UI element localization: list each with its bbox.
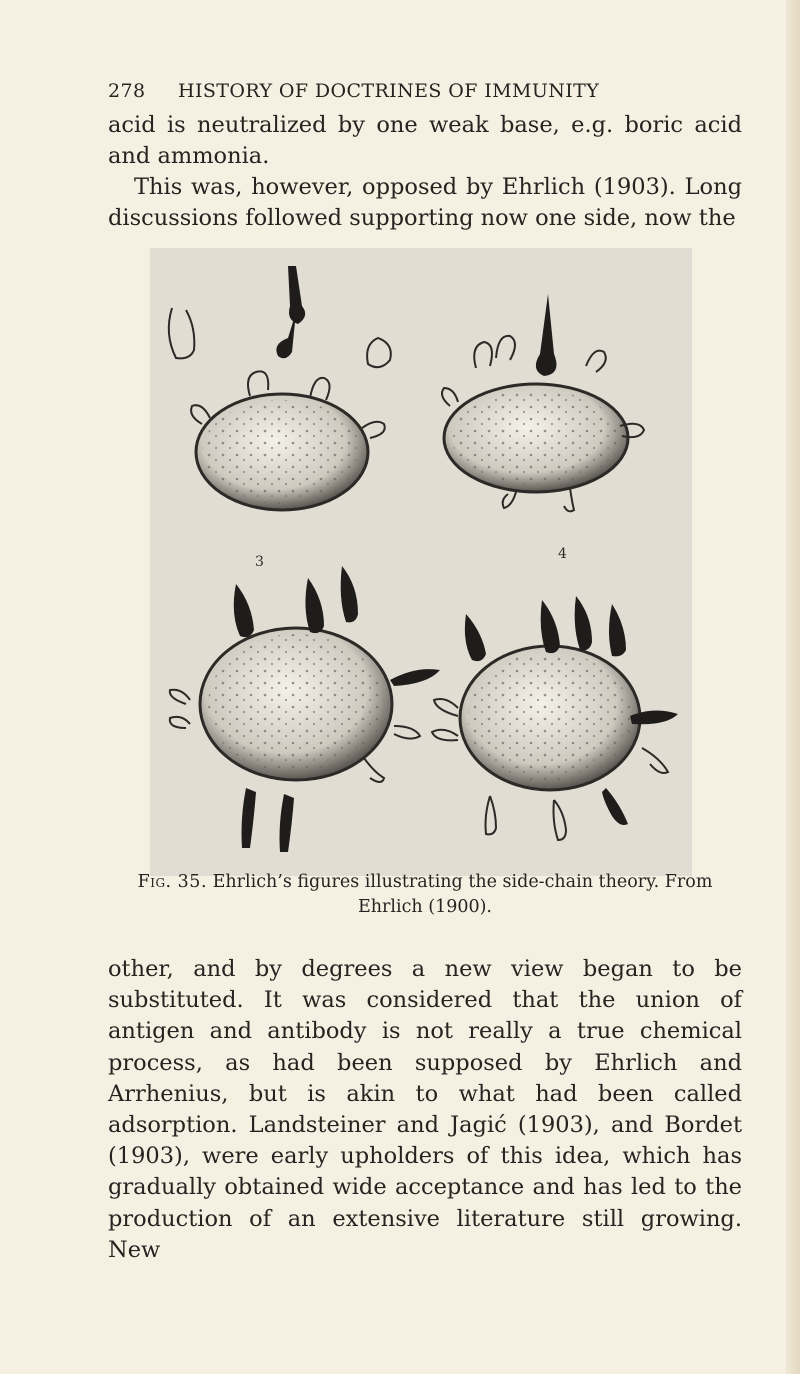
page-number: 278 <box>108 80 146 102</box>
paragraph-ehrlich-opposition: This was, however, opposed by Ehrlich (1903). Long discussions followed supporting now one side, now the <box>108 174 742 231</box>
figure-side-chain-theory <box>150 248 692 876</box>
cell-3 <box>170 554 440 852</box>
panel-label-4: 4 <box>558 546 567 562</box>
bottom-text-block <box>108 954 742 1266</box>
page-edge-shadow <box>786 0 800 1374</box>
figure-caption <box>108 870 742 920</box>
cell-2 <box>442 294 644 511</box>
running-title: HISTORY OF DOCTRINES OF IMMUNITY <box>178 80 600 102</box>
caption-text: Ehrlich’s figures illustrating the side-chain theory. From Ehrlich (1900). <box>212 872 713 917</box>
panel-label-3: 3 <box>255 554 264 570</box>
running-head <box>108 80 728 102</box>
side-chain-illustration <box>150 248 692 876</box>
cell-1 <box>169 266 391 510</box>
paragraph-continuation: acid is neutralized by one weak base, e.g. boric acid and ammonia. <box>108 112 742 169</box>
paragraph-adsorption-view: other, and by degrees a new view began to be substituted. It was considered that the union of antigen and antibody is not really a true chemical process, as had been supposed by Ehrlich and Arrhenius, but is akin to what had been called adsorption. Landsteiner and Jagić (1903), and Bordet (1903), were early upholders of this idea, which has gradually obtained wide acceptance and has led to the production of an extensive literature still growing. New <box>108 956 742 1263</box>
top-text-block <box>108 110 742 234</box>
cell-4 <box>432 546 678 840</box>
caption-label: Fig. 35. <box>137 872 208 892</box>
